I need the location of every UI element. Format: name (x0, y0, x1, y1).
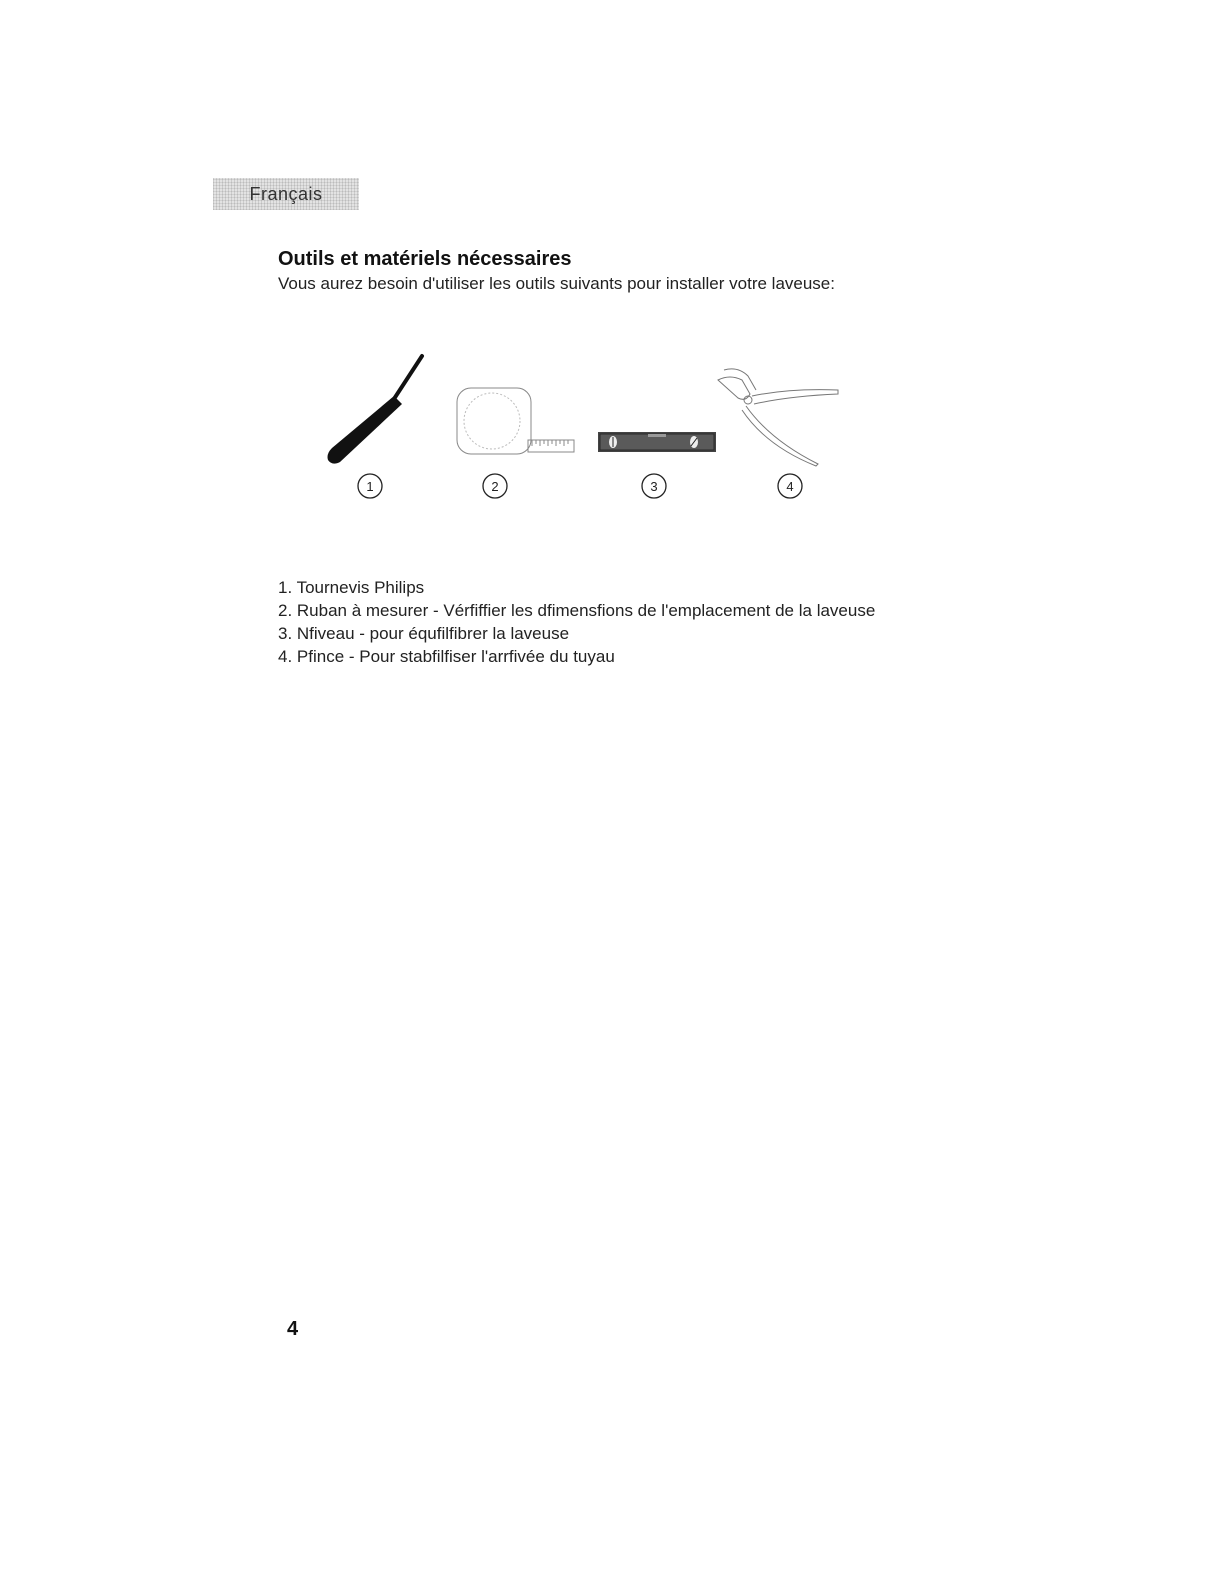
tool-number-circle (642, 474, 666, 498)
list-item: 1. Tournevis Philips (278, 578, 425, 597)
language-tab (213, 178, 359, 210)
tool-number: 1 (366, 479, 374, 494)
tool-number: 2 (491, 479, 499, 494)
list-item: 4. Pfince - Pour stabfilfiser l'arrfivée du tuyau (278, 647, 615, 666)
tape-measure-icon (457, 388, 574, 454)
language-tab-label: Français (249, 183, 323, 204)
pliers-icon (718, 369, 838, 466)
intro-text: Vous aurez besoin d'utiliser les outils suivants pour installer votre laveuse: (278, 274, 835, 293)
tool-number-circle (778, 474, 802, 498)
tools-figure (310, 350, 870, 510)
level-icon (598, 432, 716, 452)
tool-number-circle (358, 474, 382, 498)
list-item: 3. Nfiveau - pour équfilfibrer la laveuse (278, 624, 570, 643)
tool-number: 3 (650, 479, 658, 494)
list-item: 2. Ruban à mesurer - Vérfiffier les dfimensfions de l'emplacement de la laveuse (278, 601, 876, 620)
page-number: 4 (287, 1318, 299, 1340)
screwdriver-icon (328, 356, 423, 464)
tool-number-circle (483, 474, 507, 498)
section-heading: Outils et matériels nécessaires (278, 248, 572, 270)
tool-list (278, 576, 875, 668)
tool-number: 4 (786, 479, 794, 494)
